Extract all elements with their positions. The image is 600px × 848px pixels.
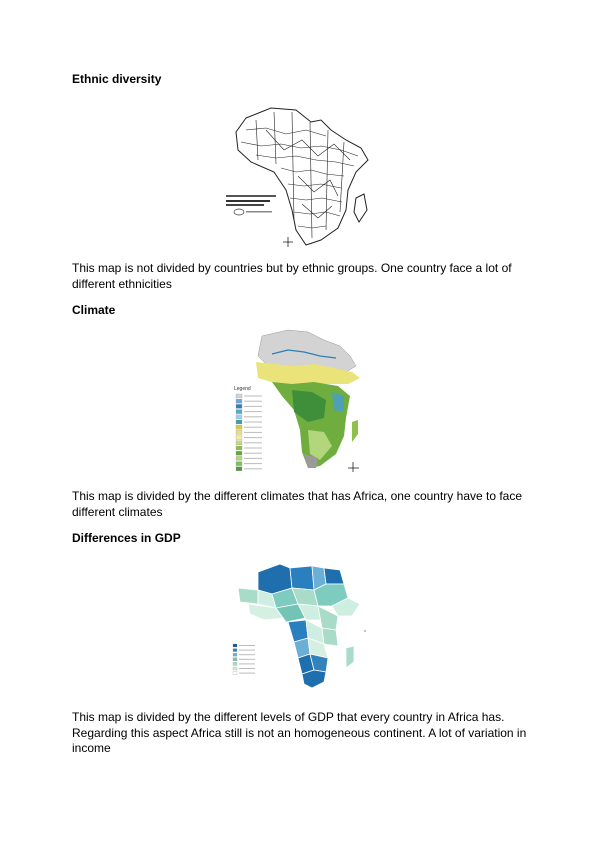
- legend-entry-line: [244, 463, 262, 464]
- climate-legend-title: Legend: [234, 386, 251, 392]
- legend-swatch: [236, 456, 242, 460]
- legend-entry-line: [239, 668, 255, 669]
- legend-swatch: [233, 644, 237, 647]
- legend-entry-line: [244, 432, 262, 433]
- legend-swatch: [233, 649, 237, 652]
- legend-swatch: [233, 667, 237, 670]
- ethnic-groups-map: [226, 100, 376, 250]
- section-caption-gdp: This map is divided by the different levels of GDP that every country in Africa has. Regarding this aspect Africa still is not an homogeneous continent. A lot of variation in income: [72, 710, 527, 755]
- legend-swatch: [236, 425, 242, 429]
- legend-swatch: [236, 399, 242, 403]
- legend-entry-line: [244, 427, 262, 428]
- gdp-map: [228, 558, 373, 693]
- section-heading-ethnic-diversity: Ethnic diversity: [72, 72, 162, 86]
- legend-entry-line: [239, 654, 255, 655]
- legend-entry-line: [244, 437, 262, 438]
- ethnic-map-legend: [226, 192, 276, 215]
- legend-swatch: [236, 394, 242, 398]
- legend-entry-line: [244, 453, 262, 454]
- legend-swatch: [233, 672, 237, 675]
- legend-entry-line: [244, 401, 262, 402]
- section-heading-gdp: Differences in GDP: [72, 531, 181, 545]
- gdp-legend: [230, 640, 264, 678]
- legend-swatch: [236, 420, 242, 424]
- climate-map: [228, 326, 373, 476]
- legend-entry-line: [239, 659, 255, 660]
- legend-swatch: [233, 662, 237, 665]
- legend-entry-line: [244, 442, 262, 443]
- legend-entry-line: [239, 645, 255, 646]
- section-heading-climate: Climate: [72, 303, 116, 317]
- section-caption-climate: This map is divided by the different climates that has Africa, one country have to face different climates: [72, 489, 523, 519]
- section-caption-ethnic-diversity: This map is not divided by countries but by ethnic groups. One country face a lot of different ethnicities: [72, 261, 512, 291]
- legend-entry-line: [244, 396, 262, 397]
- compass-icon: [348, 462, 359, 472]
- legend-entry-line: [239, 673, 255, 674]
- legend-swatch: [236, 415, 242, 419]
- climate-legend: [232, 384, 272, 471]
- legend-entry-line: [239, 663, 255, 664]
- legend-swatch: [236, 404, 242, 408]
- legend-swatch: [236, 446, 242, 450]
- africa-outline: [236, 108, 368, 245]
- legend-entry-line: [244, 458, 262, 459]
- legend-swatch: [236, 410, 242, 414]
- legend-entry-line: [244, 411, 262, 412]
- legend-entry-line: [244, 422, 262, 423]
- legend-entry-line: [244, 406, 262, 407]
- legend-swatch: [236, 451, 242, 455]
- legend-entry-line: [244, 416, 262, 417]
- legend-swatch: [233, 658, 237, 661]
- legend-swatch: [236, 441, 242, 445]
- legend-entry-line: [244, 468, 262, 469]
- legend-swatch: [236, 430, 242, 434]
- legend-entry-line: [244, 448, 262, 449]
- compass-icon: [283, 237, 293, 247]
- legend-swatch: [236, 462, 242, 466]
- legend-swatch: [236, 436, 242, 440]
- legend-swatch: [236, 467, 242, 471]
- legend-entry-line: [239, 650, 255, 651]
- legend-swatch: [233, 653, 237, 656]
